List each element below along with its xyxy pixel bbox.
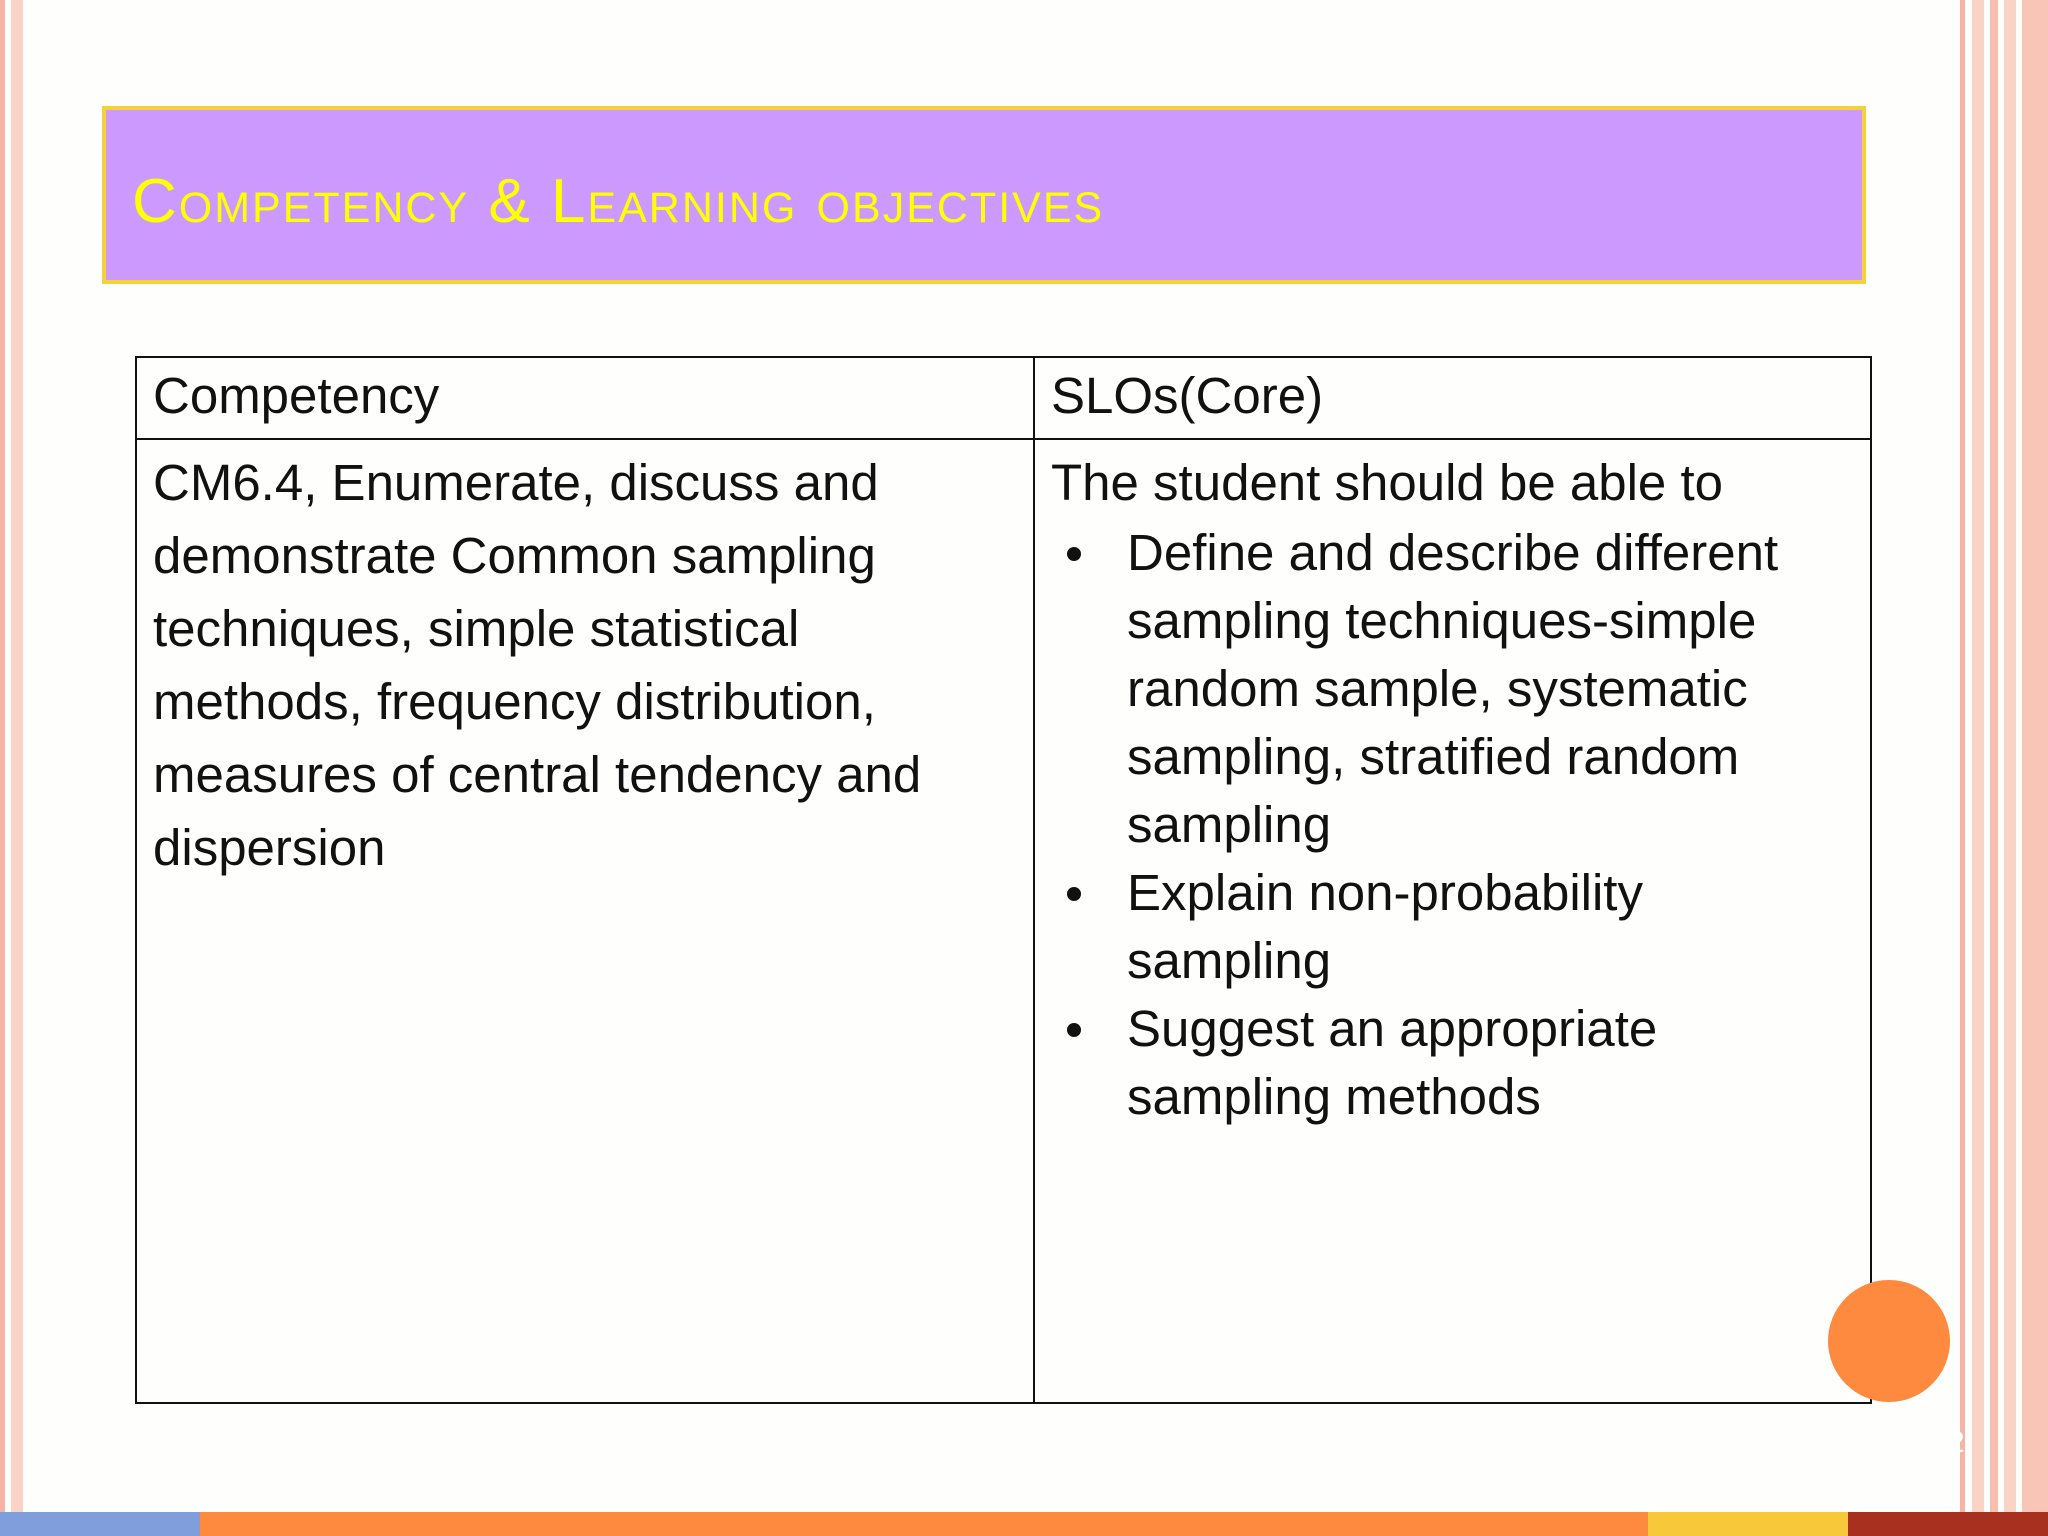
bullet-icon [1067,1023,1081,1037]
slo-item-text: Suggest an appropriate sampling methods [1127,1000,1658,1125]
header-slos: SLOs(Core) [1034,357,1871,439]
right-border-stripe [2022,0,2048,1536]
left-border-stripe [0,0,5,1536]
left-border-stripe [11,0,23,1536]
objectives-table [135,356,1872,1404]
right-border-stripe [2004,0,2016,1536]
slide-number: 2 [1948,1426,1965,1459]
header-competency: Competency [136,357,1034,439]
slos-cell [1034,439,1871,1403]
slo-item-text: Explain non-probability sampling [1127,864,1643,989]
right-border-stripe [1960,0,1965,1536]
orange-circle-decoration [1828,1280,1950,1402]
bullet-icon [1067,547,1081,561]
slide-title: Competency & Learning objectives [132,167,1105,236]
table-header-row [136,357,1871,439]
competency-text: CM6.4, Enumerate, discuss and demonstrate Common sampling techniques, simple statistical methods, frequency distribution, measures of central tendency and dispersion [153,454,922,876]
slo-item-text: Define and describe different sampling techniques-simple random sample, systematic sampling, stratified random sampling [1127,524,1779,853]
slo-list-item [1051,859,1856,995]
table-row [136,439,1871,1403]
bottom-bar-segment [1848,1512,2048,1536]
bullet-icon [1067,887,1081,901]
competency-cell [136,439,1034,1403]
slo-list-item [1051,995,1856,1131]
right-border-stripe [1972,0,1984,1536]
slo-list-item [1051,519,1856,859]
bottom-bar-segment [200,1512,1648,1536]
bottom-color-bar [0,1512,2048,1536]
right-border-stripe [1990,0,1998,1536]
slo-list [1051,519,1856,1131]
bottom-bar-segment [1648,1512,1848,1536]
title-banner [102,106,1866,284]
bottom-bar-segment [0,1512,200,1536]
slo-intro: The student should be able to [1051,454,1723,511]
